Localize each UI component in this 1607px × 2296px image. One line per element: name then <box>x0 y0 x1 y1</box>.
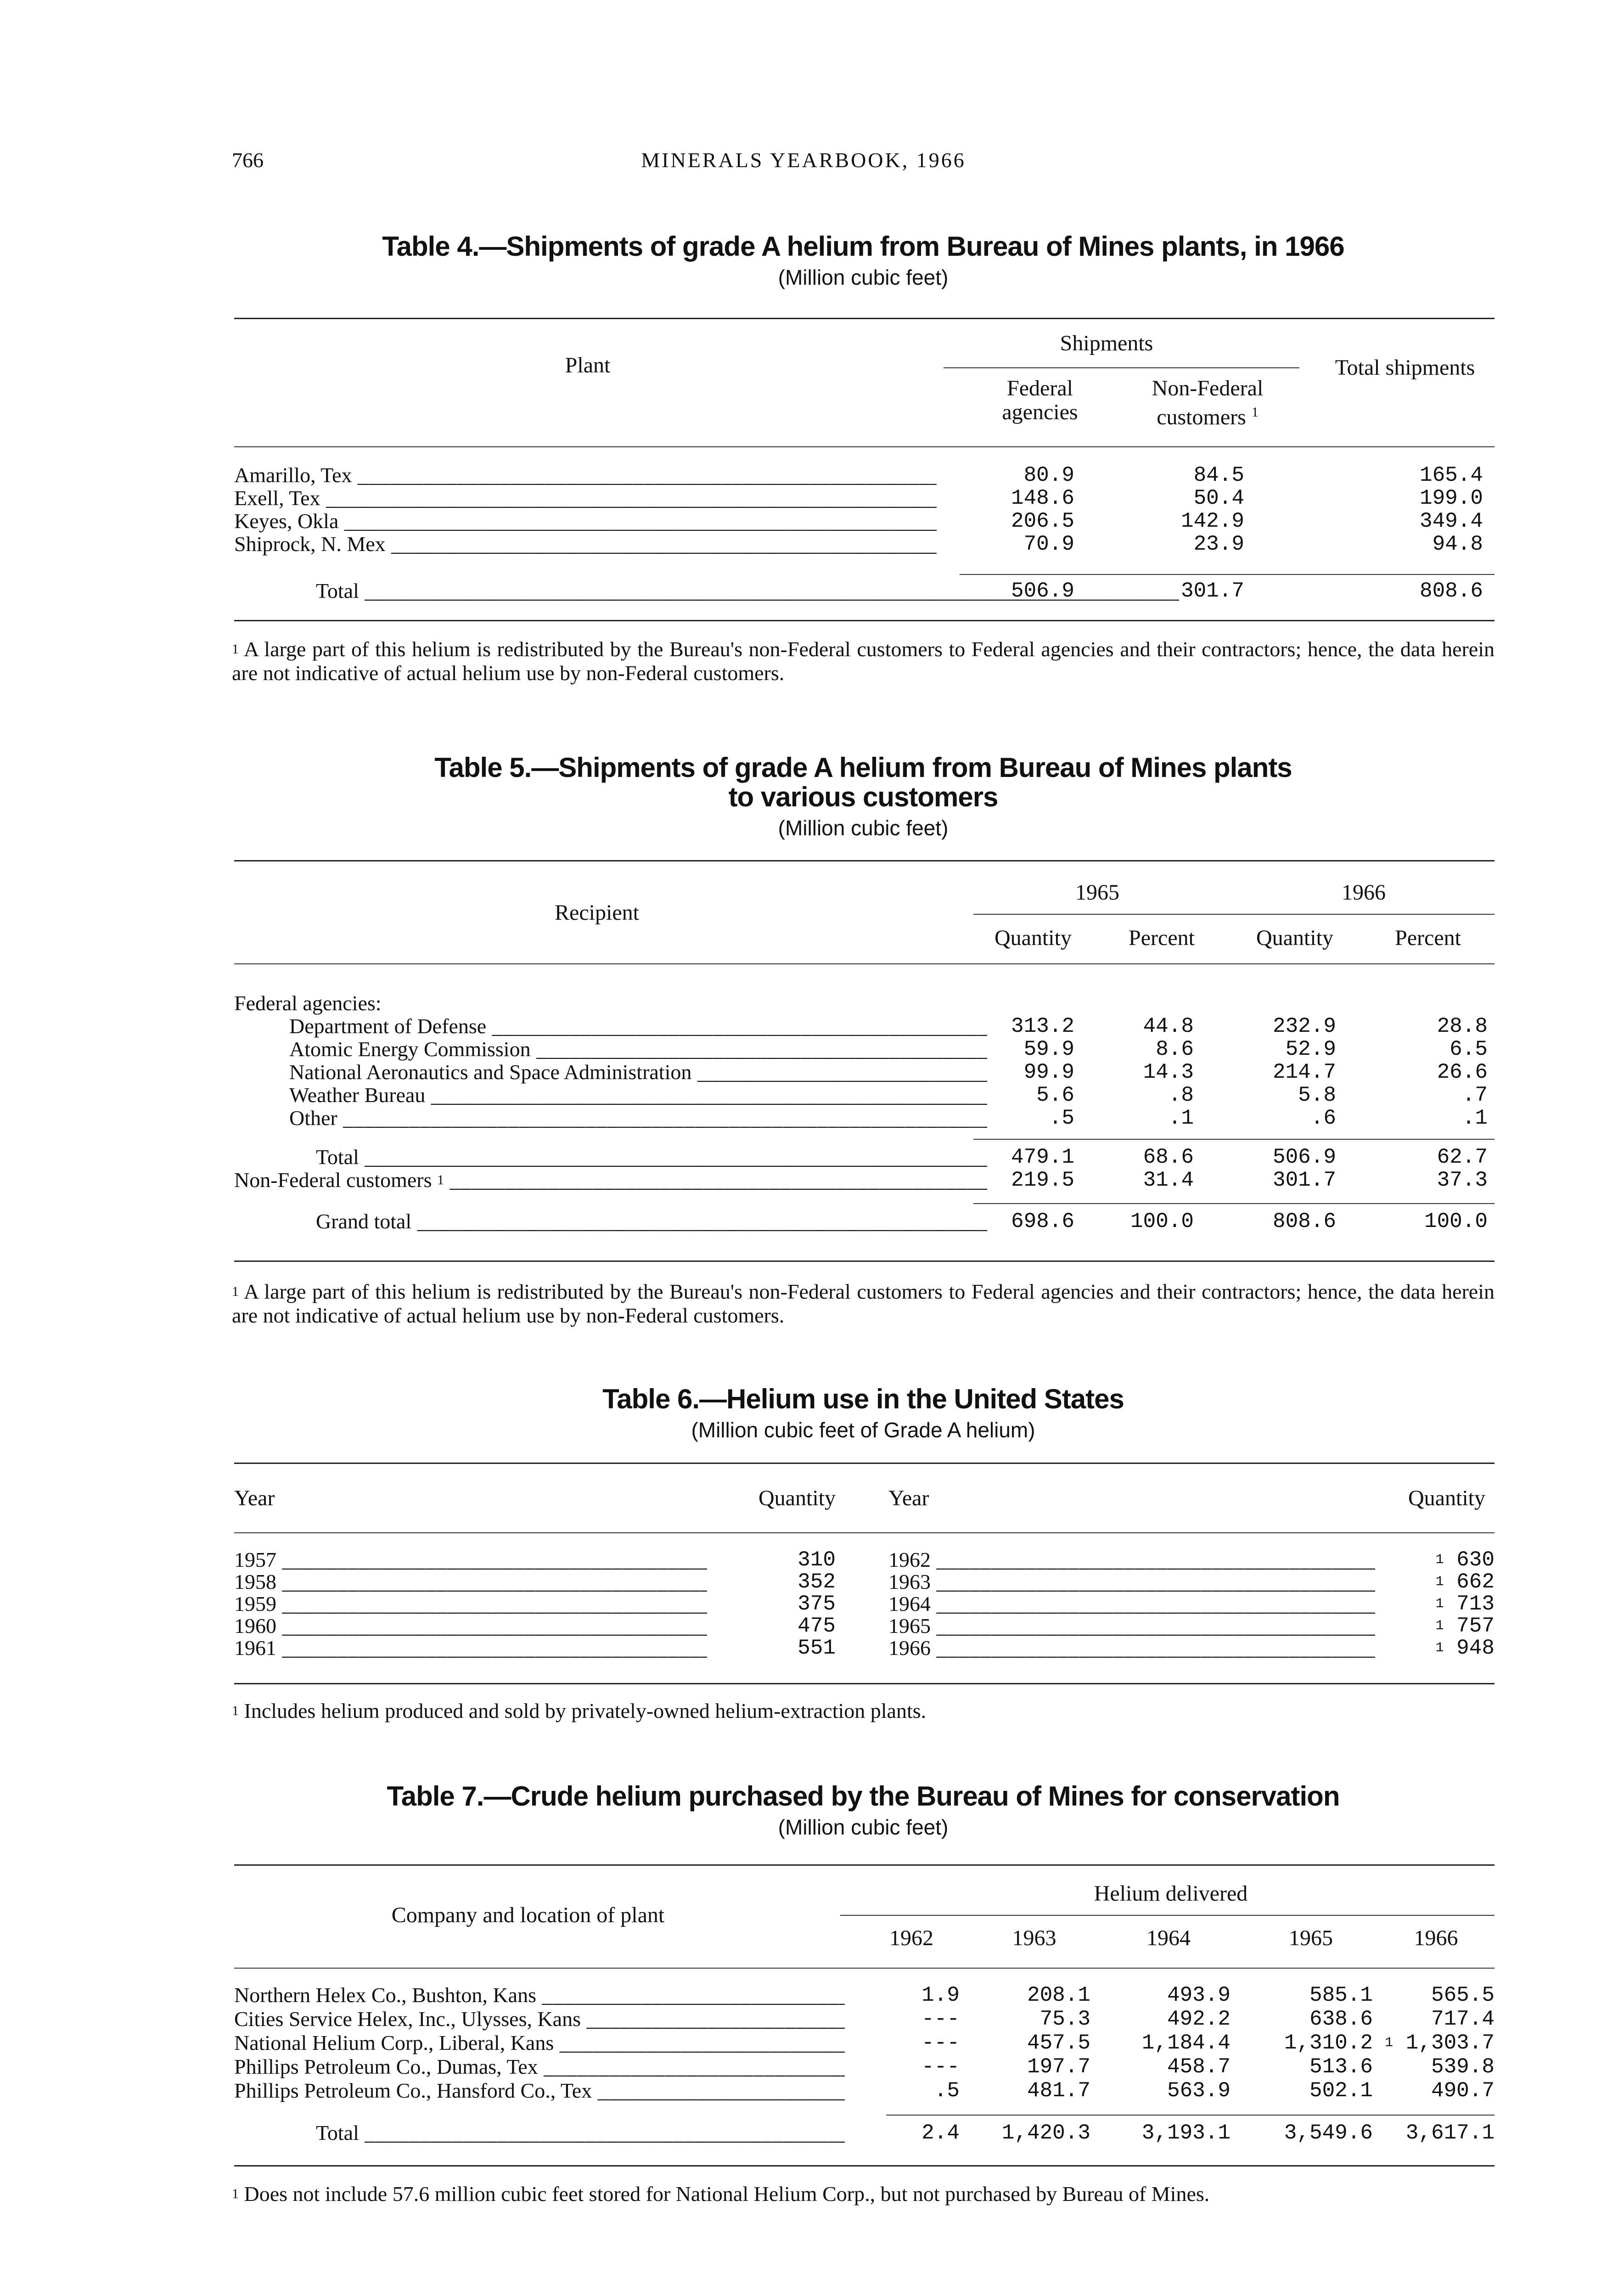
table5-title: Table 5.—Shipments of grade A helium from Bureau of Mines plants to various customers <box>434 752 1292 812</box>
table4-caption <box>230 232 1497 290</box>
table4-row <box>234 487 1495 510</box>
table6-header-quantity-left: Quantity <box>759 1486 836 1510</box>
table5-row <box>234 1015 1495 1038</box>
table6-quantity-left: 352 <box>798 1570 836 1594</box>
table7-footnote: $^1$ Does not include 57.6 million cubic feet stored for National Helium Corp., but not purchased by Bureau of Mines. <box>232 2182 1210 2206</box>
table7-year-header: 1966 <box>1414 1926 1458 1950</box>
table5-row-p65: 8.6 <box>1156 1037 1194 1061</box>
table7-total-1965: 3,549.6 <box>1284 2121 1373 2145</box>
table4-header-shipments: Shipments <box>1060 331 1153 355</box>
table7-total <box>234 2122 1495 2144</box>
table7-value-1965: 502.1 <box>1309 2079 1373 2103</box>
table5-nonfederal-row-label: Non-Federal customers $^1$ _____ <box>234 1169 987 1192</box>
table5-row-q65: 5.6 <box>1036 1083 1074 1107</box>
table5-grand-total-row-q66: 808.6 <box>1272 1210 1336 1233</box>
table7-company-label: Phillips Petroleum Co., Dumas, Tex _____ <box>234 2055 845 2078</box>
table7-value-1966: $^1$ 1,303.7 <box>1385 2031 1495 2055</box>
table5-row-q65: 59.9 <box>1023 1037 1074 1061</box>
table5-grand-total-row-p65: 100.0 <box>1130 1210 1194 1233</box>
table7-row <box>234 2008 1495 2031</box>
table6-row <box>234 1570 1495 1593</box>
table5-row-q65: .5 <box>1049 1106 1074 1130</box>
table7-value-1962: --- <box>921 2031 960 2055</box>
table7-bottom-rule <box>234 2165 1495 2167</box>
table5-bottom-rule <box>234 1261 1495 1262</box>
table6-title: Table 6.—Helium use in the United States <box>602 1384 1124 1414</box>
table7-year-header: 1965 <box>1289 1926 1333 1950</box>
table6-year-right: 1966 _____ <box>888 1637 1375 1660</box>
table5-grand-total-row-label: Grand total _____ <box>316 1210 987 1233</box>
table5-row-q66: 232.9 <box>1272 1014 1336 1038</box>
table5-row-p66: 6.5 <box>1450 1037 1488 1061</box>
table6-quantity-left: 551 <box>798 1636 836 1660</box>
table7-header-rule <box>234 1968 1495 1969</box>
table5-header-p66: Percent <box>1395 926 1461 950</box>
table7-value-1963: 457.5 <box>1027 2031 1090 2055</box>
table7-company-label: Cities Service Helex, Inc., Ulysses, Kans _____ <box>234 2008 845 2031</box>
table7-value-1964: 493.9 <box>1167 1983 1231 2007</box>
table4-row <box>234 464 1495 487</box>
table5-units: (Million cubic feet) <box>778 816 949 840</box>
table5-row-p66: 28.8 <box>1437 1014 1488 1038</box>
table6-year-right: 1962 _____ <box>888 1548 1375 1571</box>
table5-header-q65: Quantity <box>995 926 1072 950</box>
table4-total-rule <box>960 574 1495 575</box>
table5-nonfederal-row <box>234 1169 1495 1192</box>
table4-header-total: Total shipments <box>1335 355 1475 380</box>
table5-group-label: Federal agencies: <box>234 991 382 1015</box>
table7-total-1962: 2.4 <box>921 2121 960 2145</box>
table6-year-left: 1958 _____ <box>234 1570 707 1593</box>
table4-nonfederal-value: 23.9 <box>1193 532 1244 556</box>
table6-header-year-left: Year <box>234 1486 275 1510</box>
table4-header-rule <box>234 446 1495 447</box>
table6-year-right: 1963 _____ <box>888 1570 1375 1593</box>
table4-header-nonfederal: Non-Federal customers $^1$ <box>1152 376 1264 429</box>
table4-footnote: $^1$ A large part of this helium is redistributed by the Bureau's non-Federal customers to Federal agencies and their contractors; hence, the data herein are not indicative of actual helium use by non-Federal customers. <box>232 637 1495 685</box>
table5-row-q65: 313.2 <box>1011 1014 1074 1038</box>
table4-nonfederal-value: 142.9 <box>1180 509 1244 533</box>
table7-value-1962: --- <box>921 2007 960 2031</box>
table6-row <box>234 1615 1495 1638</box>
table6-units: (Million cubic feet of Grade A helium) <box>691 1418 1035 1442</box>
table5-header-q66: Quantity <box>1256 926 1333 950</box>
table7-value-1964: 1,184.4 <box>1141 2031 1231 2055</box>
table6-header-year-right: Year <box>888 1486 929 1510</box>
table4-total-label: Total <box>316 580 359 602</box>
table7-row <box>234 1984 1495 2007</box>
table7-company-label: Phillips Petroleum Co., Hansford Co., Tex _____ <box>234 2079 845 2102</box>
table7-total-label: Total _____ <box>316 2122 845 2144</box>
table5-total-row-label: Total _____ <box>316 1146 987 1169</box>
table4-nonfederal-value: 50.4 <box>1193 486 1244 510</box>
table7-value-1963: 197.7 <box>1027 2055 1090 2079</box>
running-title: MINERALS YEARBOOK, 1966 <box>641 148 966 172</box>
table4-nonfederal-value: 84.5 <box>1193 463 1244 487</box>
table7-year-header: 1963 <box>1012 1926 1056 1950</box>
table7-total-rule <box>886 2115 1495 2116</box>
table4-federal-value: 206.5 <box>1011 509 1074 533</box>
table6-quantity-left: 310 <box>798 1548 836 1572</box>
table5-nonfederal-row-q65: 219.5 <box>1011 1168 1074 1192</box>
table4-total-total: 808.6 <box>1419 579 1483 603</box>
table5-nonfederal-row-p65: 31.4 <box>1143 1168 1194 1192</box>
table7-header-company: Company and location of plant <box>391 1903 665 1927</box>
table4-bottom-rule <box>234 620 1495 621</box>
table7-value-1964: 492.2 <box>1167 2007 1231 2031</box>
table5-row-q66: 5.8 <box>1298 1083 1336 1107</box>
table7-total-1963: 1,420.3 <box>1001 2121 1090 2145</box>
table6-quantity-left: 475 <box>798 1614 836 1638</box>
table6-quantity-right: $^1$ 757 <box>1435 1614 1495 1638</box>
table5-top-rule <box>234 860 1495 861</box>
table5-header-1965: 1965 <box>1075 880 1119 905</box>
table5-row-p66: 26.6 <box>1437 1060 1488 1084</box>
table7-top-rule <box>234 1864 1495 1866</box>
table5-row <box>234 1061 1495 1084</box>
table7-year-header: 1962 <box>889 1926 933 1950</box>
table5-header-1966: 1966 <box>1342 880 1386 905</box>
table4-total-value: 94.8 <box>1432 532 1483 556</box>
table6-year-right: 1965 _____ <box>888 1615 1375 1638</box>
page-number: 766 <box>232 148 264 172</box>
table6-quantity-right: $^1$ 948 <box>1435 1636 1495 1660</box>
table5-grand-total-row-q65: 698.6 <box>1011 1210 1074 1233</box>
table4-header-federal: Federal agencies <box>1002 376 1078 424</box>
table7-value-1965: 638.6 <box>1309 2007 1373 2031</box>
table7-value-1962: .5 <box>934 2079 960 2103</box>
table4-title: Table 4.—Shipments of grade A helium from Bureau of Mines plants, in 1966 <box>382 231 1344 262</box>
table7-value-1964: 563.9 <box>1167 2079 1231 2103</box>
table7-company-label: Northern Helex Co., Bushton, Kans _____ <box>234 1984 845 2007</box>
table4-federal-value: 148.6 <box>1011 486 1074 510</box>
table6-bottom-rule <box>234 1683 1495 1684</box>
table7-value-1965: 513.6 <box>1309 2055 1373 2079</box>
table6-row <box>234 1637 1495 1660</box>
table5-total-row-q65: 479.1 <box>1011 1145 1074 1169</box>
table5-row-q66: 214.7 <box>1272 1060 1336 1084</box>
table7-value-1965: 585.1 <box>1309 1983 1373 2007</box>
table7-row <box>234 2079 1495 2102</box>
table7-value-1962: 1.9 <box>921 1983 960 2007</box>
table5-row <box>234 1107 1495 1130</box>
table7-year-header: 1964 <box>1146 1926 1191 1950</box>
table7-row <box>234 2032 1495 2054</box>
table5-grand-total-row-p66: 100.0 <box>1424 1210 1488 1233</box>
table7-units: (Million cubic feet) <box>778 1815 949 1839</box>
table5-header-rule <box>234 963 1495 964</box>
table7-company-label: National Helium Corp., Liberal, Kans _____ <box>234 2032 845 2054</box>
table4-total-nonfederal: 301.7 <box>1180 579 1244 603</box>
table5-row-label: National Aeronautics and Space Administration _____ <box>289 1061 987 1084</box>
table6-header-quantity-right: Quantity <box>1408 1486 1485 1510</box>
table5-row-p65: .8 <box>1168 1083 1194 1107</box>
table6-row <box>234 1548 1495 1571</box>
table4-federal-value: 80.9 <box>1023 463 1074 487</box>
table7-value-1966: 717.4 <box>1431 2007 1495 2031</box>
table7-header-delivered: Helium delivered <box>1094 1881 1248 1906</box>
table5-total-row-p65: 68.6 <box>1143 1145 1194 1169</box>
table4-row <box>234 533 1495 556</box>
table6-quantity-left: 375 <box>798 1592 836 1616</box>
table5-row-p65: .1 <box>1168 1106 1194 1130</box>
table6-quantity-right: $^1$ 713 <box>1435 1592 1495 1616</box>
table5-row-p65: 44.8 <box>1143 1014 1194 1038</box>
table7-value-1963: 481.7 <box>1027 2079 1090 2103</box>
table5-span-rule <box>973 914 1495 915</box>
table7-value-1966: 490.7 <box>1431 2079 1495 2103</box>
table6-quantity-right: $^1$ 662 <box>1435 1570 1495 1594</box>
table7-value-1963: 208.1 <box>1027 1983 1090 2007</box>
table4-total-row <box>234 580 1495 602</box>
table5-row-p66: .7 <box>1462 1083 1488 1107</box>
table4-row <box>234 510 1495 533</box>
table7-span-rule <box>840 1915 1495 1916</box>
table7-value-1962: --- <box>921 2055 960 2079</box>
table5-nonfederal-row-p66: 37.3 <box>1437 1168 1488 1192</box>
table5-row-label: Weather Bureau _____ <box>289 1084 987 1107</box>
table5-header-p65: Percent <box>1129 926 1195 950</box>
table6-caption <box>230 1384 1497 1442</box>
table4-plant-label: Shiprock, N. Mex _____ <box>234 533 937 556</box>
table7-value-1966: 565.5 <box>1431 1983 1495 2007</box>
table5-total-row <box>234 1146 1495 1169</box>
table5-grand-total-row <box>234 1210 1495 1233</box>
table5-row-label: Other _____ <box>289 1107 987 1130</box>
table5-total-rule <box>973 1139 1495 1140</box>
table5-row-q66: 52.9 <box>1285 1037 1336 1061</box>
table5-caption <box>230 753 1497 840</box>
table7-value-1964: 458.7 <box>1167 2055 1231 2079</box>
table6-header-rule <box>234 1532 1495 1533</box>
table7-row <box>234 2055 1495 2078</box>
table4-units: (Million cubic feet) <box>778 265 949 289</box>
table5-grand-rule <box>973 1203 1495 1204</box>
table6-top-rule <box>234 1463 1495 1464</box>
table4-federal-value: 70.9 <box>1023 532 1074 556</box>
table5-row <box>234 1084 1495 1107</box>
table4-plant-label: Keyes, Okla _____ <box>234 510 937 533</box>
table4-span-rule <box>944 367 1299 368</box>
table6-footnote: $^1$ Includes helium produced and sold by privately-owned helium-extraction plants. <box>232 1699 927 1722</box>
table5-row-p65: 14.3 <box>1143 1060 1194 1084</box>
table4-total-value: 165.4 <box>1419 463 1483 487</box>
table6-quantity-right: $^1$ 630 <box>1435 1548 1495 1572</box>
table6-row <box>234 1593 1495 1615</box>
table5-header-recipient: Recipient <box>555 900 639 925</box>
table7-title: Table 7.—Crude helium purchased by the Bureau of Mines for conservation <box>387 1781 1340 1812</box>
table6-year-left: 1959 _____ <box>234 1593 707 1615</box>
table4-plant-label: Amarillo, Tex _____ <box>234 464 937 487</box>
table5-total-row-p66: 62.7 <box>1437 1145 1488 1169</box>
table6-year-left: 1960 _____ <box>234 1615 707 1638</box>
table6-year-right: 1964 _____ <box>888 1593 1375 1615</box>
table7-value-1966: 539.8 <box>1431 2055 1495 2079</box>
table4-total-federal: 506.9 <box>1011 579 1074 603</box>
table6-year-left: 1957 _____ <box>234 1548 707 1571</box>
table5-row <box>234 1038 1495 1061</box>
table7-value-1963: 75.3 <box>1039 2007 1090 2031</box>
table5-total-row-q66: 506.9 <box>1272 1145 1336 1169</box>
table5-row-label: Atomic Energy Commission _____ <box>289 1038 987 1061</box>
table7-total-1964: 3,193.1 <box>1141 2121 1231 2145</box>
table5-row-p66: .1 <box>1462 1106 1488 1130</box>
table7-total-1966: 3,617.1 <box>1405 2121 1495 2145</box>
table4-top-rule <box>234 318 1495 319</box>
table6-year-left: 1961 _____ <box>234 1637 707 1660</box>
table4-total-value: 199.0 <box>1419 486 1483 510</box>
table5-nonfederal-row-q66: 301.7 <box>1272 1168 1336 1192</box>
table4-header-plant: Plant <box>565 353 611 377</box>
table4-plant-label: Exell, Tex _____ <box>234 487 937 510</box>
table4-total-value: 349.4 <box>1419 509 1483 533</box>
table7-value-1965: 1,310.2 <box>1284 2031 1373 2055</box>
table7-caption <box>230 1782 1497 1840</box>
table5-footnote: $^1$ A large part of this helium is redistributed by the Bureau's non-Federal customers to Federal agencies and their contractors; hence, the data herein are not indicative of actual helium use by non-Federal customers. <box>232 1280 1495 1327</box>
table5-row-q65: 99.9 <box>1023 1060 1074 1084</box>
table5-row-q66: .6 <box>1310 1106 1336 1130</box>
table5-row-label: Department of Defense _____ <box>289 1015 987 1038</box>
